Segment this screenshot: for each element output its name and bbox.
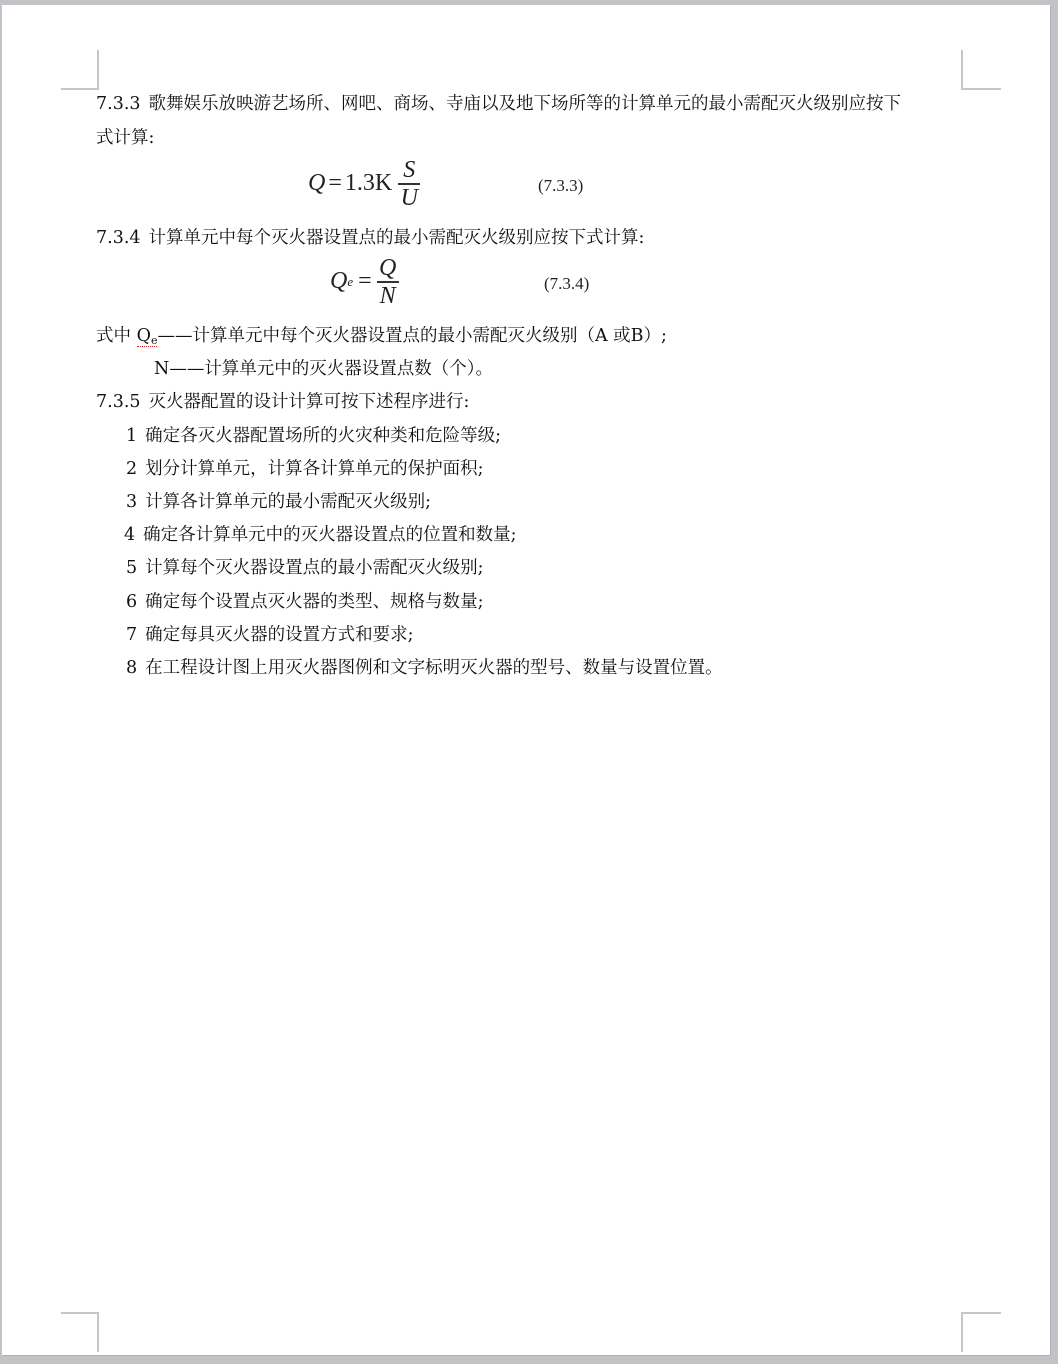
section-number: 7.3.5	[96, 392, 141, 412]
formula-fraction	[377, 255, 399, 309]
symbol-subscript: e	[150, 334, 158, 347]
section-7-3-3-line1[interactable]	[96, 92, 901, 116]
crop-mark-bottom-right	[961, 1312, 1001, 1352]
step-item-6[interactable]	[126, 590, 484, 614]
section-text: 计算单元中每个灭火器设置点的最小需配灭火级别应按下式计算:	[148, 228, 645, 248]
symbol-text: Q	[136, 326, 151, 346]
crop-mark-top-left	[61, 50, 99, 90]
step-number: 3	[126, 492, 138, 512]
formula-coefficient: 1.3K	[344, 170, 393, 197]
step-item-4[interactable]	[124, 523, 517, 547]
symbol-description: 计算单元中的灭火器设置点数（个）。	[204, 359, 494, 379]
step-item-1[interactable]	[126, 424, 501, 448]
where-line-qe[interactable]	[96, 324, 667, 353]
crop-mark-top-right	[961, 50, 1001, 90]
crop-mark-bottom-left	[61, 1312, 99, 1352]
step-item-3[interactable]	[126, 490, 431, 514]
step-text: 计算每个灭火器设置点的最小需配灭火级别;	[145, 558, 484, 578]
section-number: 7.3.4	[96, 228, 141, 248]
formula-7-3-3	[308, 157, 420, 211]
step-text: 划分计算单元，计算各计算单元的保护面积;	[145, 459, 484, 479]
step-text: 确定每具灭火器的设置方式和要求;	[145, 625, 414, 645]
section-7-3-4[interactable]	[96, 226, 644, 250]
section-text-cont: 式计算:	[96, 128, 155, 148]
step-item-5[interactable]	[126, 556, 484, 580]
fraction-denominator: N	[379, 282, 396, 309]
step-number: 5	[126, 558, 138, 578]
equation-number-7-3-4: (7.3.4)	[544, 274, 590, 293]
step-number: 1	[126, 426, 138, 446]
formula-fraction	[398, 157, 420, 211]
step-item-7[interactable]	[126, 623, 414, 647]
where-line-n[interactable]	[154, 357, 493, 381]
step-text: 确定各计算单元中的灭火器设置点的位置和数量;	[143, 525, 517, 545]
section-text: 歌舞娱乐放映游艺场所、网吧、商场、寺庙以及地下场所等的计算单元的最小需配灭火级别应按下	[148, 94, 902, 114]
fraction-denominator: U	[400, 184, 418, 211]
where-prefix: 式中	[96, 326, 131, 346]
dash: ——	[169, 359, 205, 379]
fraction-numerator: Q	[379, 255, 397, 281]
symbol-description: 计算单元中每个灭火器设置点的最小需配灭火级别（A 或B）;	[192, 326, 667, 346]
formula-lhs-subscript: e	[347, 273, 354, 289]
step-text: 在工程设计图上用灭火器图例和文字标明灭火器的型号、数量与设置位置。	[145, 658, 723, 678]
formula-lhs: Q	[330, 268, 348, 295]
formula-7-3-4	[330, 255, 399, 309]
formula-lhs: Q	[308, 170, 326, 197]
section-text: 灭火器配置的设计计算可按下述程序进行:	[148, 392, 470, 412]
equation-number-7-3-3: (7.3.3)	[538, 176, 584, 195]
document-page	[2, 5, 1050, 1355]
step-text: 确定每个设置点灭火器的类型、规格与数量;	[145, 592, 484, 612]
symbol-n: N	[154, 359, 170, 379]
dash: ——	[157, 326, 193, 346]
step-number: 2	[126, 459, 138, 479]
section-7-3-5[interactable]	[96, 390, 469, 414]
symbol-qe	[137, 326, 158, 347]
formula-equals: =	[328, 170, 342, 197]
formula-equals: =	[358, 268, 372, 295]
section-7-3-3-line2[interactable]	[96, 126, 154, 150]
section-number: 7.3.3	[96, 94, 141, 114]
step-number: 6	[126, 592, 138, 612]
step-number: 8	[126, 658, 138, 678]
step-number: 4	[124, 525, 136, 545]
fraction-numerator: S	[403, 157, 416, 183]
step-number: 7	[126, 625, 138, 645]
step-item-2[interactable]	[126, 457, 484, 481]
step-item-8[interactable]	[126, 656, 723, 680]
step-text: 确定各灭火器配置场所的火灾种类和危险等级;	[145, 426, 502, 446]
step-text: 计算各计算单元的最小需配灭火级别;	[145, 492, 432, 512]
